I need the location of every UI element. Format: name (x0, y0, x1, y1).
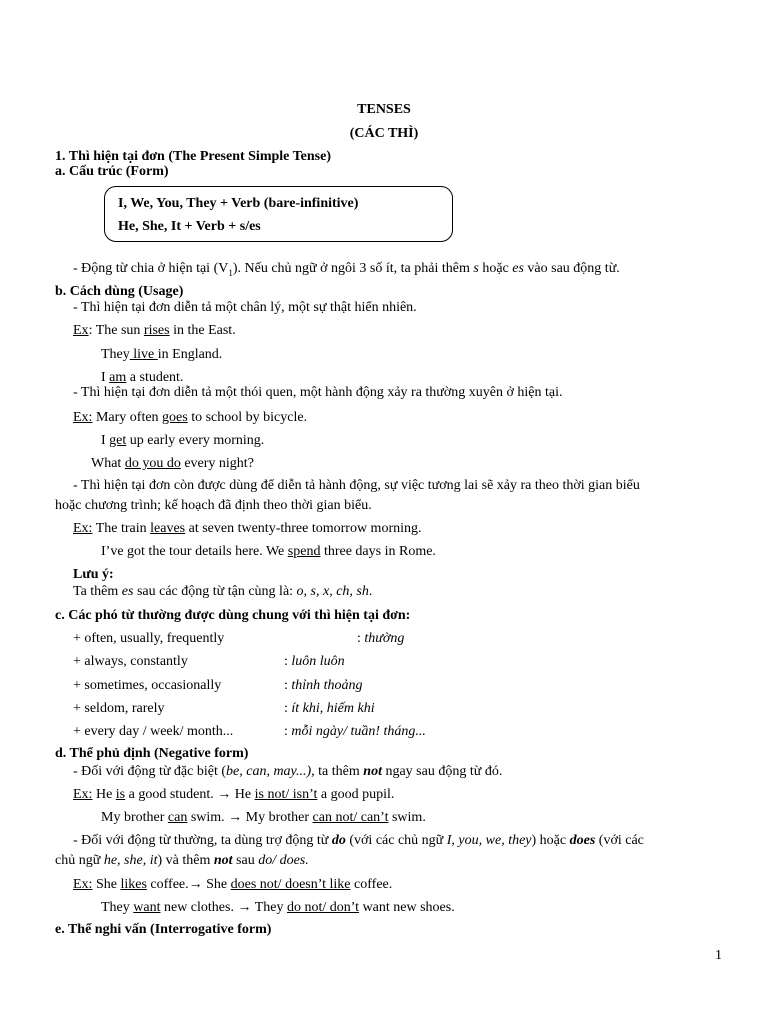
page-title: TENSES (357, 102, 411, 117)
form-line-1: I, We, You, They + Verb (bare-infinitive) (118, 196, 359, 211)
note-v1: - Động từ chia ở hiện tại $(V_1)$. Nếu chủ ngữ ở ngôi 3 số ít, ta phải thêm s hoặc es vào sau động từ. (73, 261, 620, 278)
negative-rule-1: - Đối với động từ đặc biệt (be, can, may...), ta thêm not ngay sau động từ đó. (73, 764, 503, 779)
adverb-row: + always, constantly : luôn luôn (73, 654, 345, 669)
example-1: Ex: The sun rises in the East. (73, 323, 236, 338)
page-number: 1 (715, 948, 722, 963)
example-3: I am a student. (101, 370, 184, 385)
section-b-heading: b. Cách dùng (Usage) (55, 284, 184, 299)
example-4: Ex: Mary often goes to school by bicycle. (73, 410, 308, 425)
example-2: They live in England. (101, 347, 223, 362)
usage-3-line-1: - Thì hiện tại đơn còn được dùng để diễn tả hành động, sự việc tương lai sẽ xảy ra theo thời gian biểu (73, 478, 640, 493)
page-subtitle: (CÁC THÌ) (349, 126, 419, 141)
adverb-row: + seldom, rarely : ít khi, hiếm khi (73, 701, 375, 716)
example-5: I get up early every morning. (101, 433, 265, 448)
adverb-row: + every day / week/ month... : mỗi ngày/ tuần! tháng... (73, 724, 426, 739)
usage-3-line-2: hoặc chương trình; kế hoạch đã định theo thời gian biểu. (55, 498, 372, 513)
example-7: Ex: The train leaves at seven twenty-three tomorrow morning. (73, 521, 422, 536)
example-10: My brother can swim. → My brother can not/ can’t swim. (101, 810, 426, 825)
usage-1: - Thì hiện tại đơn diễn tả một chân lý, một sự thật hiển nhiên. (73, 300, 417, 315)
example-11: Ex: She likes coffee.→ She does not/ doesn’t like coffee. (73, 877, 393, 892)
example-6: What do you do every night? (91, 456, 254, 471)
negative-rule-2-line-2: chủ ngữ he, she, it) và thêm not sau do/ does. (55, 853, 309, 868)
adverb-row: + often, usually, frequently : thường (73, 631, 405, 646)
example-9: Ex: He is a good student. → He is not/ isn’t a good pupil. (73, 787, 395, 802)
form-line-2: He, She, It + Verb + s/es (118, 219, 261, 234)
example-8: I’ve got the tour details here. We spend three days in Rome. (101, 544, 436, 559)
note-heading: Lưu ý: (73, 567, 114, 582)
section-a-heading: a. Cấu trúc (Form) (55, 164, 169, 179)
section-1-heading: 1. Thì hiện tại đơn (The Present Simple Tense) (55, 149, 332, 164)
section-c-heading: c. Các phó từ thường được dùng chung với thì hiện tại đơn: (55, 608, 411, 623)
usage-2: - Thì hiện tại đơn diễn tả một thói quen, một hành động xảy ra thường xuyên ở hiện tại. (73, 385, 563, 400)
example-12: They want new clothes. → They do not/ don’t want new shoes. (101, 900, 455, 915)
section-e-heading: e. Thể nghi vấn (Interrogative form) (55, 922, 272, 937)
adverb-row: + sometimes, occasionally : thỉnh thoảng (73, 678, 363, 693)
negative-rule-2-line-1: - Đối với động từ thường, ta dùng trợ động từ do (với các chủ ngữ I, you, we, they) hoặc does (với các (73, 833, 644, 848)
note-text: Ta thêm es sau các động từ tận cùng là: o, s, x, ch, sh. (73, 584, 373, 599)
section-d-heading: d. Thể phủ định (Negative form) (55, 746, 249, 761)
